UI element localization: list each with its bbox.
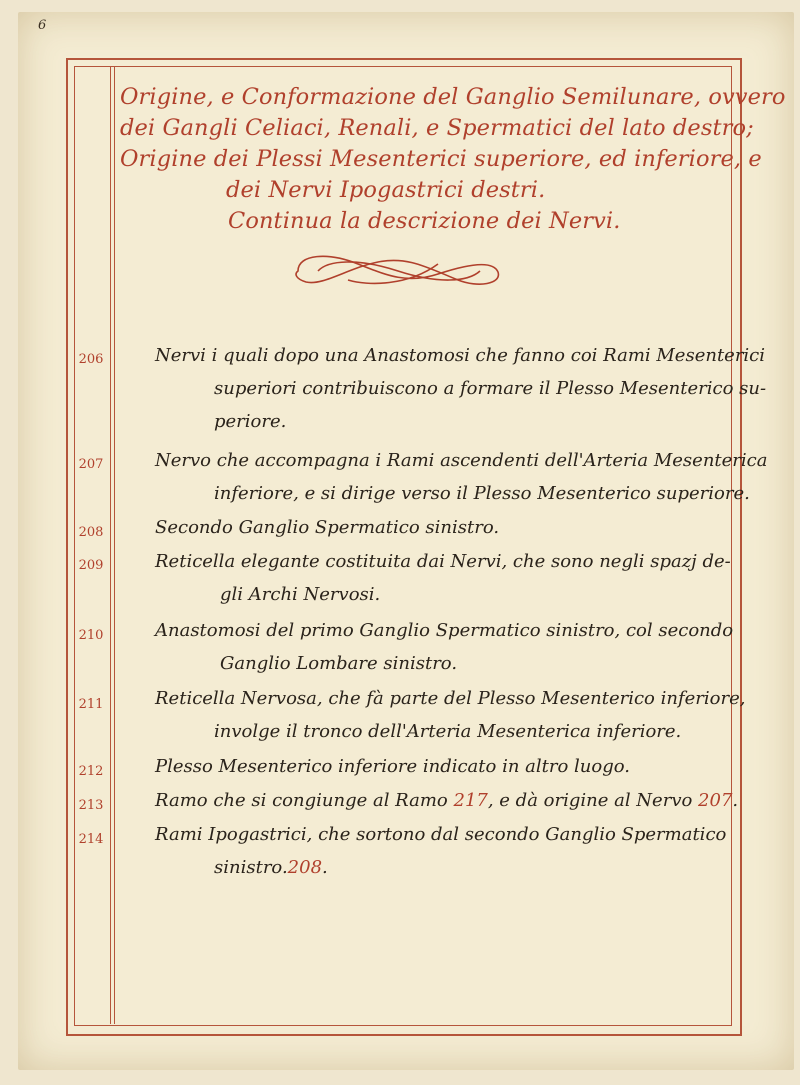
title-line: dei Gangli Celiaci, Renali, e Spermatici del lato destro; <box>120 115 754 141</box>
entry-text-line: Reticella elegante costituita dai Nervi, che sono negli spazj de- <box>155 551 731 572</box>
entry-text-line <box>155 790 738 811</box>
margin-rule <box>110 67 111 1024</box>
entry-text: . <box>732 790 739 811</box>
page-title <box>120 82 786 237</box>
cross-reference-number: 207 <box>698 790 733 811</box>
entry-text-line <box>214 857 328 878</box>
entry-text: Ramo che si congiunge al Ramo <box>155 790 454 811</box>
entry-text: sinistro. <box>214 857 288 878</box>
entry-text-line: Rami Ipogastrici, che sortono dal secondo Ganglio Spermatico <box>155 824 727 845</box>
entry-text-line: periore. <box>214 411 287 432</box>
title-line: Origine dei Plessi Mesenterici superiore, ed inferiore, e <box>120 146 762 172</box>
cross-reference-number: 208 <box>287 857 323 878</box>
entry-text-line: Plesso Mesenterico inferiore indicato in altro luogo. <box>155 756 630 777</box>
margin-rule-inner <box>114 67 115 1024</box>
calligraphic-flourish-ornament <box>288 246 508 296</box>
entry-number: 212 <box>78 764 104 779</box>
entry-text-line: gli Archi Nervosi. <box>220 584 381 605</box>
entry-text: . <box>322 857 328 878</box>
entry-text-line: Ganglio Lombare sinistro. <box>220 653 458 674</box>
entry-text-line: superiori contribuiscono a formare il Plesso Mesenterico su- <box>214 378 767 399</box>
entry-text-line: Nervo che accompagna i Rami ascendenti dell'Arteria Mesenterica <box>155 450 768 471</box>
entry-number: 213 <box>78 798 104 813</box>
entry-number: 209 <box>78 558 104 573</box>
entry-number: 206 <box>78 352 104 367</box>
entry-number: 214 <box>78 832 104 847</box>
entry-text-line: Reticella Nervosa, che fà parte del Plesso Mesenterico inferiore, <box>155 688 746 709</box>
page-number: 6 <box>38 18 47 33</box>
entry-text: , e dà origine al Nervo <box>487 790 699 811</box>
cross-reference-number: 217 <box>453 790 488 811</box>
entry-number: 211 <box>78 697 104 712</box>
title-subheading: Continua la descrizione dei Nervi. <box>228 208 621 234</box>
entry-text-line: Secondo Ganglio Spermatico sinistro. <box>155 517 500 538</box>
entry-number: 208 <box>78 525 104 540</box>
entry-text-line: involge il tronco dell'Arteria Mesenterica inferiore. <box>214 721 682 742</box>
entry-number: 210 <box>78 628 104 643</box>
title-line: dei Nervi Ipogastrici destri. <box>226 177 546 203</box>
entry-text-line: Nervi i quali dopo una Anastomosi che fanno coi Rami Mesenterici <box>155 345 766 366</box>
entry-number: 207 <box>78 457 104 472</box>
entry-text-line: inferiore, e si dirige verso il Plesso Mesenterico superiore. <box>214 483 750 504</box>
entry-text-line: Anastomosi del primo Ganglio Spermatico sinistro, col secondo <box>155 620 734 641</box>
title-line: Origine, e Conformazione del Ganglio Semilunare, ovvero <box>120 84 786 110</box>
